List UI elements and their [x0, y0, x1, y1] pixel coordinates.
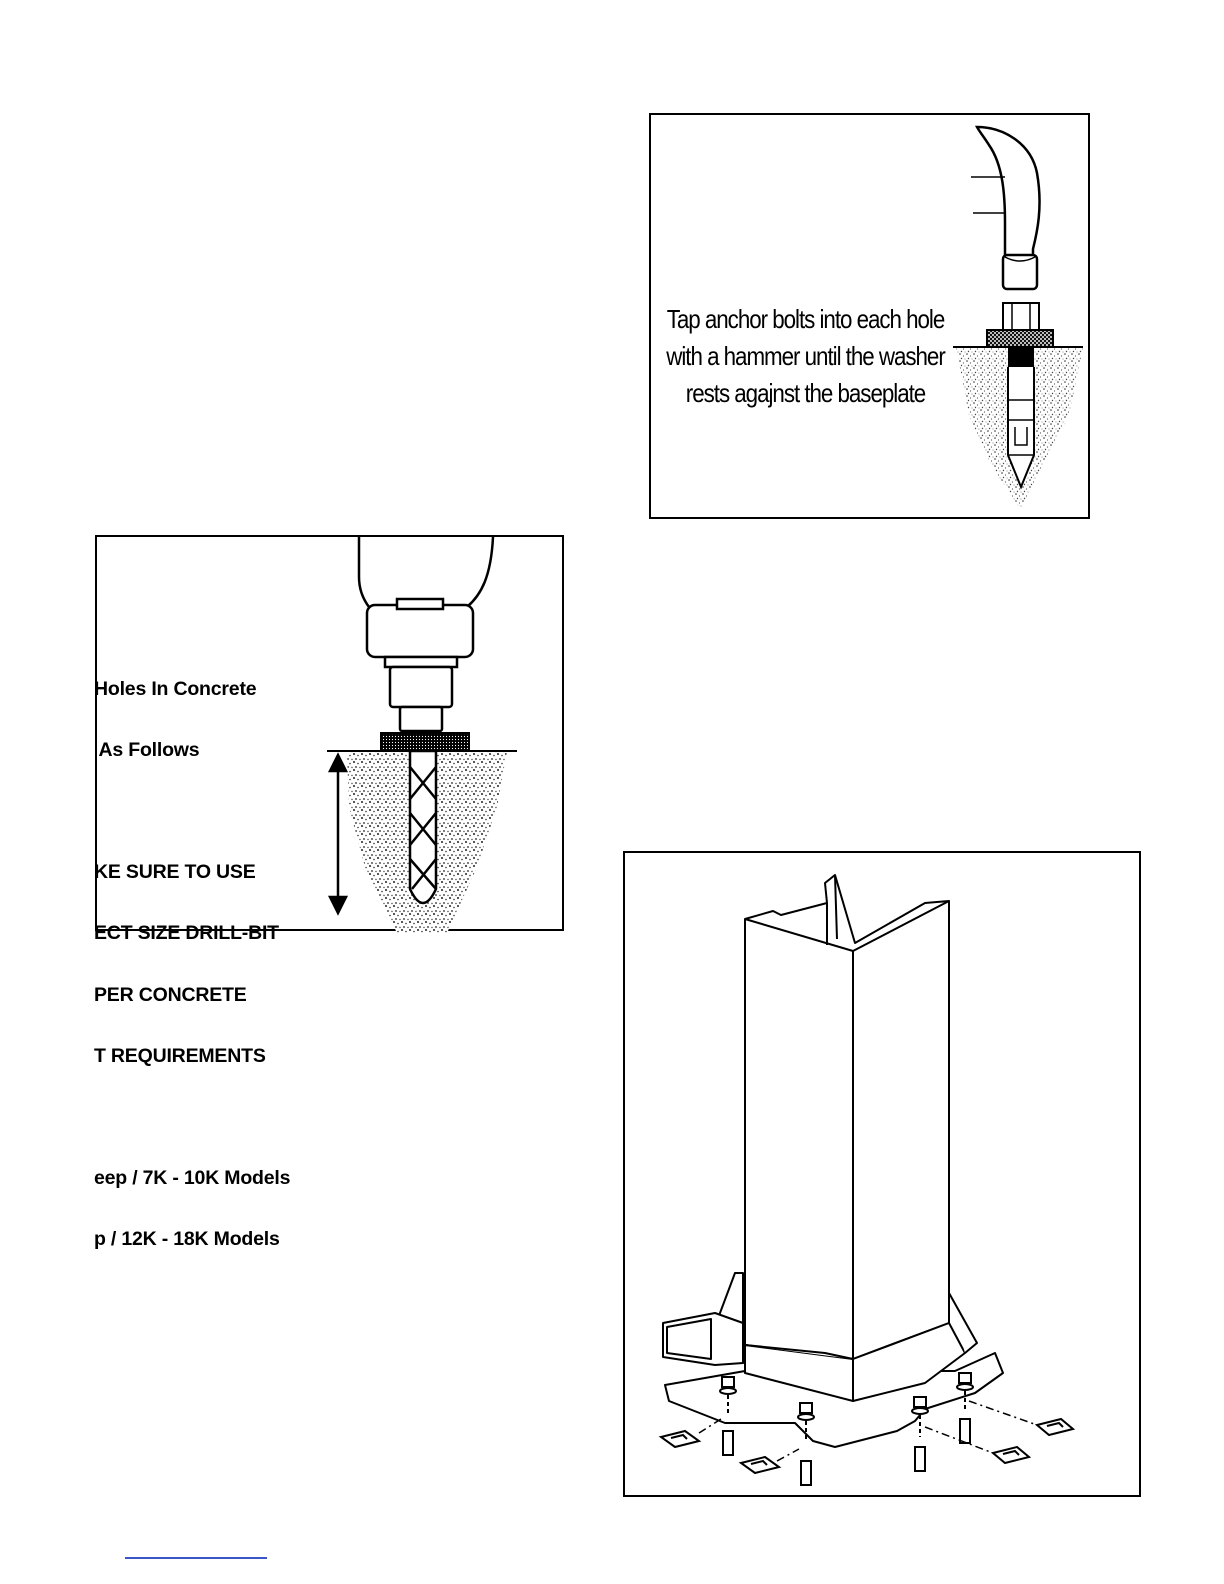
drill-warning-line-2: ECT SIZE DRILL-BIT: [94, 922, 279, 945]
caption-line-1: Tap anchor bolts into each hole: [666, 304, 945, 334]
hammer-illustration: [651, 115, 1092, 521]
drill-holes-figure: [94, 535, 564, 1250]
footer-rule: [125, 1557, 267, 1559]
drill-icon: [359, 537, 493, 731]
drill-model-line-2: p / 12K - 18K Models: [94, 1227, 280, 1250]
drill-warning-line-1: KE SURE TO USE: [94, 861, 256, 884]
drill-title-line-2: As Follows: [94, 739, 200, 762]
drill-warning-line-3: PER CONCRETE: [94, 983, 247, 1006]
hammer-icon: [971, 127, 1040, 289]
anchor-bolt-figure: [649, 113, 1090, 519]
caption-line-3: rests agajnst the baseplate: [685, 378, 926, 408]
post-baseplate-figure: [623, 851, 1141, 1497]
drill-instructions: [94, 638, 290, 1290]
post-illustration: [625, 853, 1143, 1499]
drill-title-line-1: Holes In Concrete: [94, 677, 257, 700]
caption-line-2: with a hammer until the washer: [666, 341, 945, 371]
drill-warning-line-4: T REQUIREMENTS: [94, 1044, 266, 1067]
depth-arrow-icon: [330, 755, 346, 913]
drill-model-line-1: eep / 7K - 10K Models: [94, 1166, 291, 1189]
